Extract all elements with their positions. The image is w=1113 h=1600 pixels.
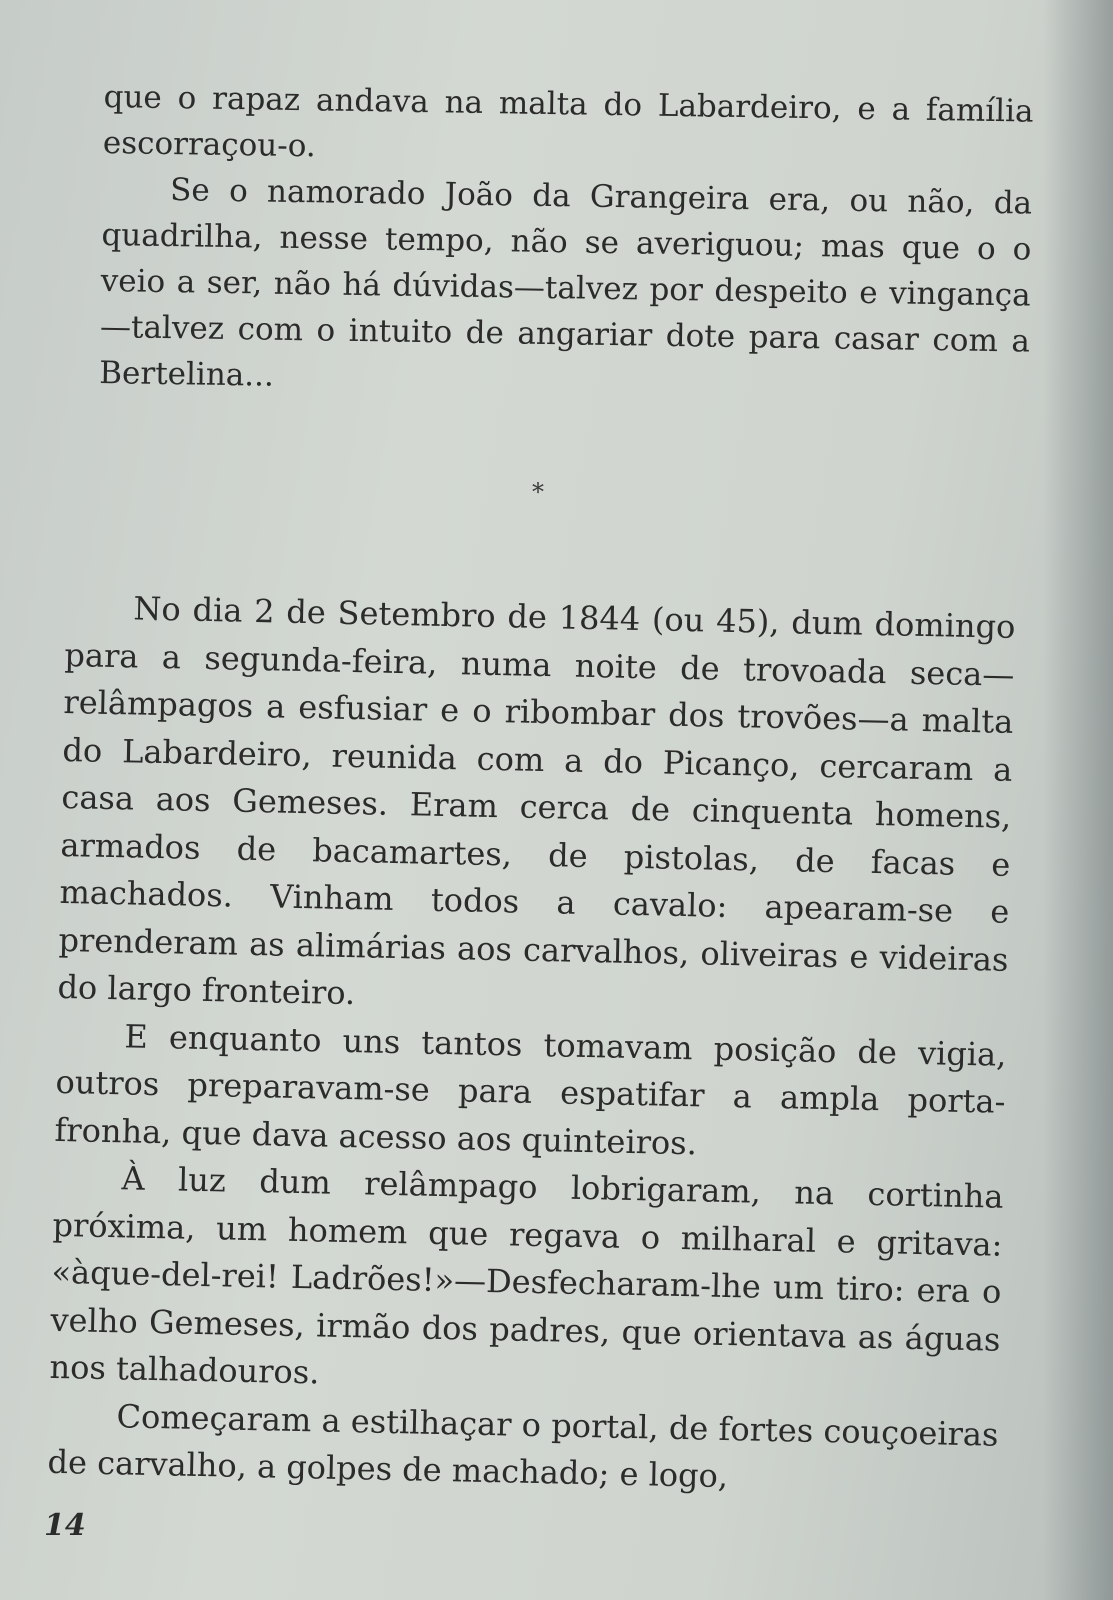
paragraph: À luz dum relâmpago lobrigaram, na cortinha próxima, um homem que regava o milharal e gritava: «àque-del-rei! Ladrões!»—Desfecharam-lhe um tiro: era o velho Gemeses, irmão dos padres, que orientava as águas nos talhadouros. <box>49 1159 1004 1392</box>
bottom-text-block <box>47 584 1016 1506</box>
paragraph: No dia 2 de Setembro de 1844 (ou 45), dum domingo para a segunda-feira, numa noite de trovoada seca—relâmpagos a esfusiar e o ribombar dos trovões—a malta do Labardeiro, reunida com a do Picanço, cercaram a casa aos Gemeses. Eram cerca de cinquenta homens, armados de bacamartes, de pistolas, de facas e machados. Vinham todos a cavalo: apearam-se e prenderam as alimárias aos carvalhos, oliveiras e videiras do largo fronteiro. <box>57 589 1016 1013</box>
paragraph: Começaram a estilhaçar o portal, de fortes couçoeiras de carvalho, a golpes de machado; e logo, <box>47 1396 999 1496</box>
paragraph: que o rapaz andava na malta do Labardeiro, e a família escorraçou-o. <box>102 78 1034 165</box>
top-text-block <box>99 74 1034 411</box>
page-edge-shadow <box>1043 0 1113 1600</box>
paragraph: Se o namorado João da Grangeira era, ou não, da quadrilha, nesse tempo, não se averiguou; mas que o o veio a ser, não há dúvidas—talvez por despeito e vingança—talvez com o intuito de angariar dote para casar com a Bertelina... <box>99 172 1033 394</box>
section-separator: * <box>532 478 544 506</box>
page-number: 14 <box>44 1508 86 1543</box>
paragraph: E enquanto uns tantos tomavam posição de vigia, outros preparavam-se para espatifar a ampla porta-fronha, que dava acesso aos quinteiros. <box>54 1016 1007 1162</box>
